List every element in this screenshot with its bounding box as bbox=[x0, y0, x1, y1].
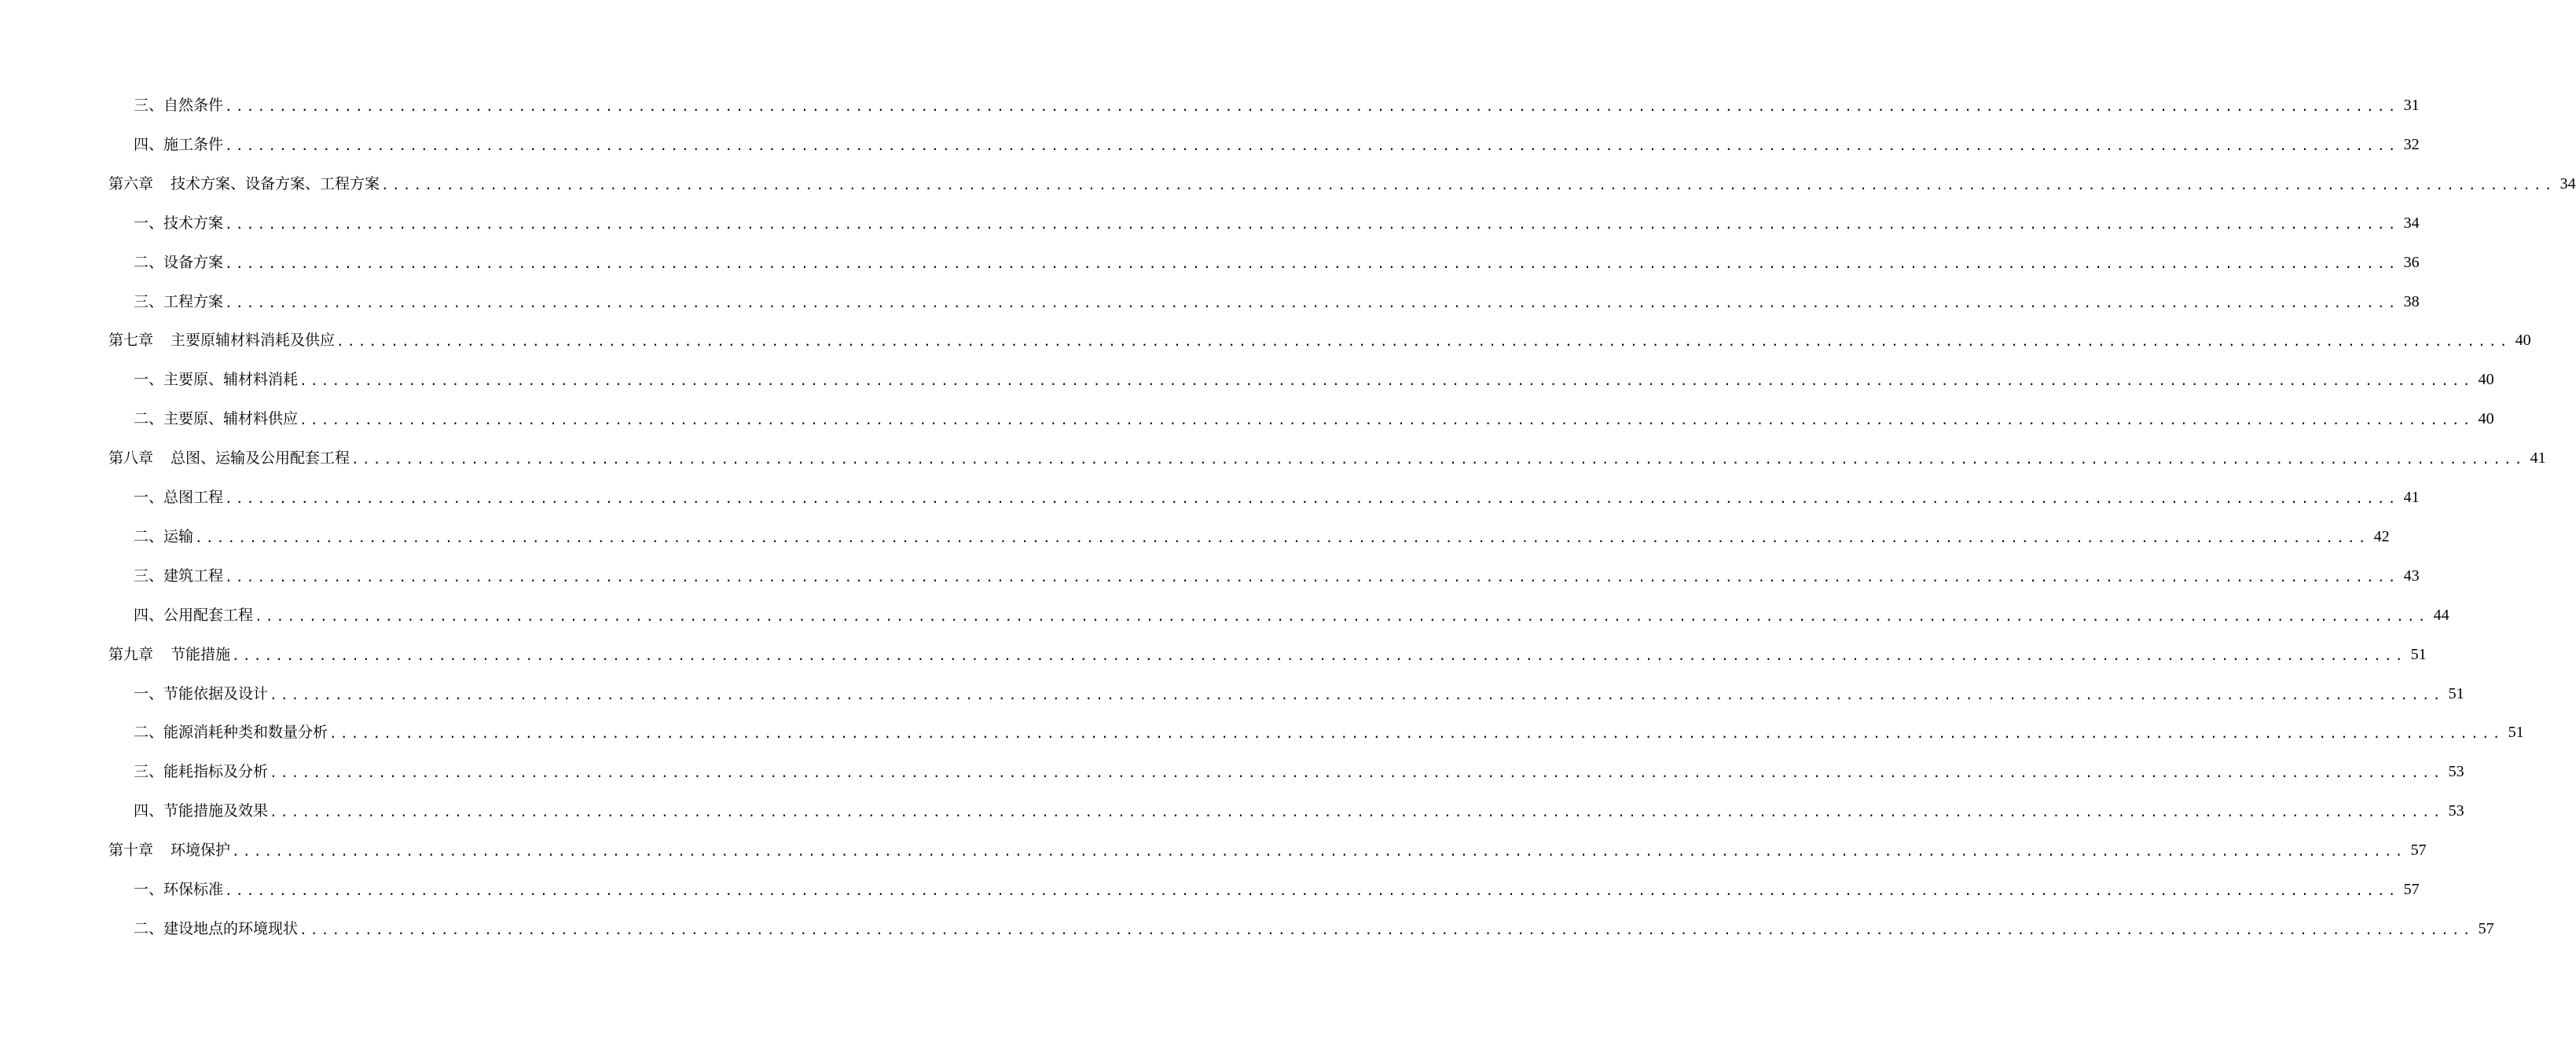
entry-title-text: 技术方案、设备方案、工程方案 bbox=[171, 174, 380, 192]
toc-entry-title bbox=[134, 919, 299, 937]
chapter-number: 第七章 bbox=[108, 332, 154, 350]
toc-section-entry[interactable] bbox=[0, 247, 2420, 271]
toc-entry-title bbox=[134, 882, 223, 897]
page-number: 32 bbox=[2403, 135, 2420, 153]
dot-leader: ........................................................................................................................................................................................................ bbox=[225, 295, 2399, 310]
page-number: 57 bbox=[2410, 842, 2427, 860]
page-number: 34 bbox=[2403, 214, 2420, 232]
toc-chapter-entry[interactable] bbox=[0, 168, 2576, 192]
toc-entry-title bbox=[134, 216, 223, 231]
entry-title-text: 一、节能依据及设计 bbox=[134, 684, 269, 702]
dot-leader: ........................................................................................................................................................................................................ bbox=[225, 255, 2399, 271]
dot-leader: ........................................................................................................................................................................................................ bbox=[232, 647, 2406, 663]
toc-entry-title bbox=[134, 98, 223, 113]
page-number: 57 bbox=[2403, 881, 2420, 898]
entry-title-text: 一、总图工程 bbox=[134, 489, 224, 506]
toc-section-entry[interactable] bbox=[0, 756, 2464, 781]
page-number: 40 bbox=[2478, 371, 2494, 389]
toc-entry-title bbox=[134, 412, 298, 427]
toc-entry-title bbox=[108, 174, 380, 192]
toc-entry-title bbox=[134, 292, 224, 310]
entry-title-text: 主要原辅材料消耗及供应 bbox=[171, 332, 336, 350]
toc-chapter-entry[interactable] bbox=[0, 639, 2427, 663]
toc-entry-title bbox=[134, 566, 224, 585]
page-number: 53 bbox=[2448, 763, 2464, 781]
toc-entry-title bbox=[134, 490, 223, 505]
page-number: 40 bbox=[2515, 332, 2531, 350]
toc-section-entry[interactable] bbox=[0, 600, 2449, 624]
page-number: 31 bbox=[2403, 97, 2420, 114]
dot-leader: ........................................................................................................................................................................................................ bbox=[270, 765, 2444, 781]
entry-title-text: 三、工程方案 bbox=[134, 292, 224, 310]
toc-entry-title bbox=[108, 451, 350, 466]
page-number: 36 bbox=[2403, 253, 2420, 271]
entry-title-text: 总图、运输及公用配套工程 bbox=[171, 449, 350, 468]
entry-title-text: 一、环保标准 bbox=[134, 881, 224, 898]
entry-title-text: 节能措施 bbox=[171, 645, 231, 663]
dot-leader: ........................................................................................................................................................................................................ bbox=[225, 569, 2399, 585]
toc-section-entry[interactable] bbox=[0, 207, 2420, 232]
toc-section-entry[interactable] bbox=[0, 129, 2420, 153]
page-number: 40 bbox=[2478, 410, 2494, 428]
toc-chapter-entry[interactable] bbox=[0, 442, 2546, 468]
entry-title-text: 环境保护 bbox=[171, 842, 231, 860]
dot-leader: ........................................................................................................................................................................................................ bbox=[299, 922, 2474, 937]
toc-section-entry[interactable] bbox=[0, 403, 2494, 428]
toc-section-entry[interactable] bbox=[0, 795, 2464, 820]
entry-title-text: 三、建筑工程 bbox=[134, 566, 224, 585]
toc-section-entry[interactable] bbox=[0, 482, 2420, 506]
chapter-number: 第六章 bbox=[108, 174, 154, 192]
chapter-number: 第九章 bbox=[108, 645, 154, 663]
toc-entry-title bbox=[134, 608, 253, 623]
dot-leader: ........................................................................................................................................................................................................ bbox=[299, 373, 2474, 389]
page-number: 53 bbox=[2448, 802, 2464, 820]
toc-entry-title bbox=[134, 135, 224, 153]
page-number: 57 bbox=[2478, 919, 2494, 937]
dot-leader: ........................................................................................................................................................................................................ bbox=[195, 530, 2369, 545]
dot-leader: ........................................................................................................................................................................................................ bbox=[381, 177, 2556, 192]
dot-leader: ........................................................................................................................................................................................................ bbox=[299, 412, 2474, 428]
entry-title-text: 二、能源消耗种类和数量分析 bbox=[134, 724, 328, 742]
entry-title-text: 四、公用配套工程 bbox=[134, 606, 254, 624]
dot-leader: ........................................................................................................................................................................................................ bbox=[270, 805, 2444, 820]
page-number: 41 bbox=[2403, 489, 2420, 506]
page-number: 38 bbox=[2403, 292, 2420, 310]
dot-leader: ........................................................................................................................................................................................................ bbox=[225, 216, 2399, 232]
page-number: 51 bbox=[2448, 684, 2464, 702]
toc-chapter-entry[interactable] bbox=[0, 324, 2531, 350]
page-number: 43 bbox=[2403, 566, 2420, 585]
toc-entry-title bbox=[134, 804, 268, 819]
chapter-number: 第十章 bbox=[108, 842, 154, 860]
entry-title-text: 三、能耗指标及分析 bbox=[134, 763, 269, 781]
dot-leader: ........................................................................................................................................................................................................ bbox=[329, 726, 2504, 742]
page-number: 51 bbox=[2410, 645, 2427, 663]
toc-entry-title bbox=[134, 764, 268, 779]
entry-title-text: 一、技术方案 bbox=[134, 214, 224, 232]
page-number: 42 bbox=[2373, 527, 2390, 545]
entry-title-text: 二、设备方案 bbox=[134, 253, 224, 271]
entry-title-text: 二、建设地点的环境现状 bbox=[134, 919, 299, 937]
toc-section-entry[interactable] bbox=[0, 90, 2420, 114]
dot-leader: ........................................................................................................................................................................................................ bbox=[225, 99, 2399, 114]
toc-section-entry[interactable] bbox=[0, 286, 2420, 310]
page-number: 34 bbox=[2559, 174, 2576, 192]
toc-entry-title bbox=[134, 684, 269, 702]
toc-entry-title bbox=[134, 372, 298, 387]
dot-leader: ........................................................................................................................................................................................................ bbox=[225, 138, 2399, 153]
toc-entry-title bbox=[134, 725, 328, 740]
dot-leader: ........................................................................................................................................................................................................ bbox=[351, 452, 2526, 468]
entry-title-text: 四、节能措施及效果 bbox=[134, 802, 269, 820]
entry-title-text: 四、施工条件 bbox=[134, 135, 224, 153]
toc-section-entry[interactable] bbox=[0, 913, 2494, 937]
toc-entry-title bbox=[108, 333, 335, 348]
entry-title-text: 二、运输 bbox=[134, 527, 194, 545]
toc-entry-title bbox=[134, 255, 223, 270]
toc-section-entry[interactable] bbox=[0, 521, 2390, 545]
toc-section-entry[interactable] bbox=[0, 364, 2494, 389]
entry-title-text: 一、主要原、辅材料消耗 bbox=[134, 371, 299, 389]
toc-entry-title bbox=[108, 843, 230, 858]
toc-entry-title bbox=[108, 647, 230, 662]
page-number: 51 bbox=[2508, 724, 2524, 742]
entry-title-text: 三、自然条件 bbox=[134, 97, 224, 114]
dot-leader: ........................................................................................................................................................................................................ bbox=[270, 687, 2444, 702]
toc-section-entry[interactable] bbox=[0, 874, 2420, 898]
dot-leader: ........................................................................................................................................................................................................ bbox=[336, 334, 2511, 350]
dot-leader: ........................................................................................................................................................................................................ bbox=[255, 608, 2429, 624]
page-number: 41 bbox=[2530, 449, 2546, 468]
page-number: 44 bbox=[2433, 606, 2449, 624]
dot-leader: ........................................................................................................................................................................................................ bbox=[225, 883, 2399, 898]
toc-section-entry[interactable] bbox=[0, 717, 2524, 742]
entry-title-text: 二、主要原、辅材料供应 bbox=[134, 410, 299, 428]
chapter-number: 第八章 bbox=[108, 449, 154, 468]
toc-section-entry[interactable] bbox=[0, 678, 2464, 702]
toc-chapter-entry[interactable] bbox=[0, 834, 2427, 860]
toc-section-entry[interactable] bbox=[0, 560, 2420, 585]
toc-entry-title bbox=[134, 527, 194, 545]
dot-leader: ........................................................................................................................................................................................................ bbox=[225, 491, 2399, 506]
dot-leader: ........................................................................................................................................................................................................ bbox=[232, 844, 2406, 860]
